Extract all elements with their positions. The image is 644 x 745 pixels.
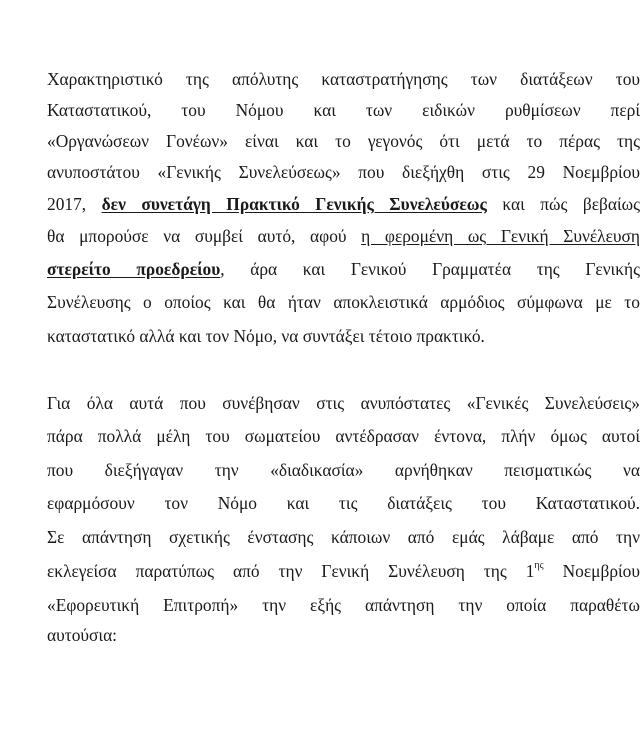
emphasis-no-minutes: δεν συνετάγη Πρακτικό Γενικής Συνελεύσεως	[101, 194, 487, 214]
paragraph-1-line-6	[47, 225, 640, 247]
paragraph-2-line-3: που διεξήγαγαν την «διαδικασία» αρνήθηκαν πεισματικώς να	[47, 460, 640, 480]
paragraph-1-line-8: Συνέλευσης ο οποίος και θα ήταν αποκλειστικά αρμόδιος σύμφωνα με το	[47, 292, 640, 312]
paragraph-2-line-6	[47, 560, 640, 582]
paragraph-2-line-2: πάρα πολλά μέλη του σωματείου αντέδρασαν έντονα, πλήν όμως αυτοί	[47, 426, 640, 446]
text-could-happen: θα μπορούσε να συμβεί αυτό, αφού	[47, 226, 347, 246]
text-year: 2017,	[47, 194, 87, 214]
paragraph-1-line-7	[47, 258, 640, 280]
emphasis-no-presidium: στερείτο προεδρείου	[47, 259, 221, 279]
text-elected: εκλεγείσα παρατύπως από την Γενική Συνέλευση της 1	[47, 561, 535, 581]
paragraph-2-line-8: αυτούσια:	[47, 625, 118, 645]
paragraph-2-line-5: Σε απάντηση σχετικής ένστασης κάποιων από εμάς λάβαμε από την	[47, 527, 640, 547]
paragraph-1-line-1: Χαρακτηριστικό της απόλυτης καταστρατήγησης των διατάξεων του	[47, 69, 640, 89]
paragraph-2-line-7: «Εφορευτική Επιτροπή» την εξής απάντηση την οποία παραθέτω	[47, 595, 640, 615]
text-and-how: και πώς βεβαίως	[502, 194, 640, 214]
paragraph-2-line-1: Για όλα αυτά που συνέβησαν στις ανυπόστατες «Γενικές Συνελεύσεις»	[47, 393, 640, 413]
paragraph-1-line-5	[47, 193, 640, 215]
text-november: Νοεμβρίου	[562, 561, 640, 581]
ordinal-superscript: ης	[534, 560, 544, 572]
paragraph-1-line-2: Καταστατικού, του Νόμου και των ειδικών ρυθμίσεων περί	[47, 100, 640, 120]
paragraph-1-line-4: ανυποστάτου «Γενικής Συνελεύσεως» που διεξήχθη στις 29 Νοεμβρίου	[47, 162, 640, 182]
paragraph-2-line-4: εφαρμόσουν τον Νόμο και τις διατάξεις του Καταστατικού.	[47, 493, 640, 513]
paragraph-1-line-9: καταστατικό αλλά και τον Νόμο, να συντάξει τέτοιο πρακτικό.	[47, 326, 485, 346]
text-secretary: , άρα και Γενικού Γραμματέα της Γενικής	[220, 259, 640, 279]
emphasis-alleged-assembly: η φερομένη ως Γενική Συνέλευση	[361, 226, 640, 246]
paragraph-1-line-3: «Οργανώσεων Γονέων» είναι και το γεγονός ότι μετά το πέρας της	[47, 131, 640, 151]
